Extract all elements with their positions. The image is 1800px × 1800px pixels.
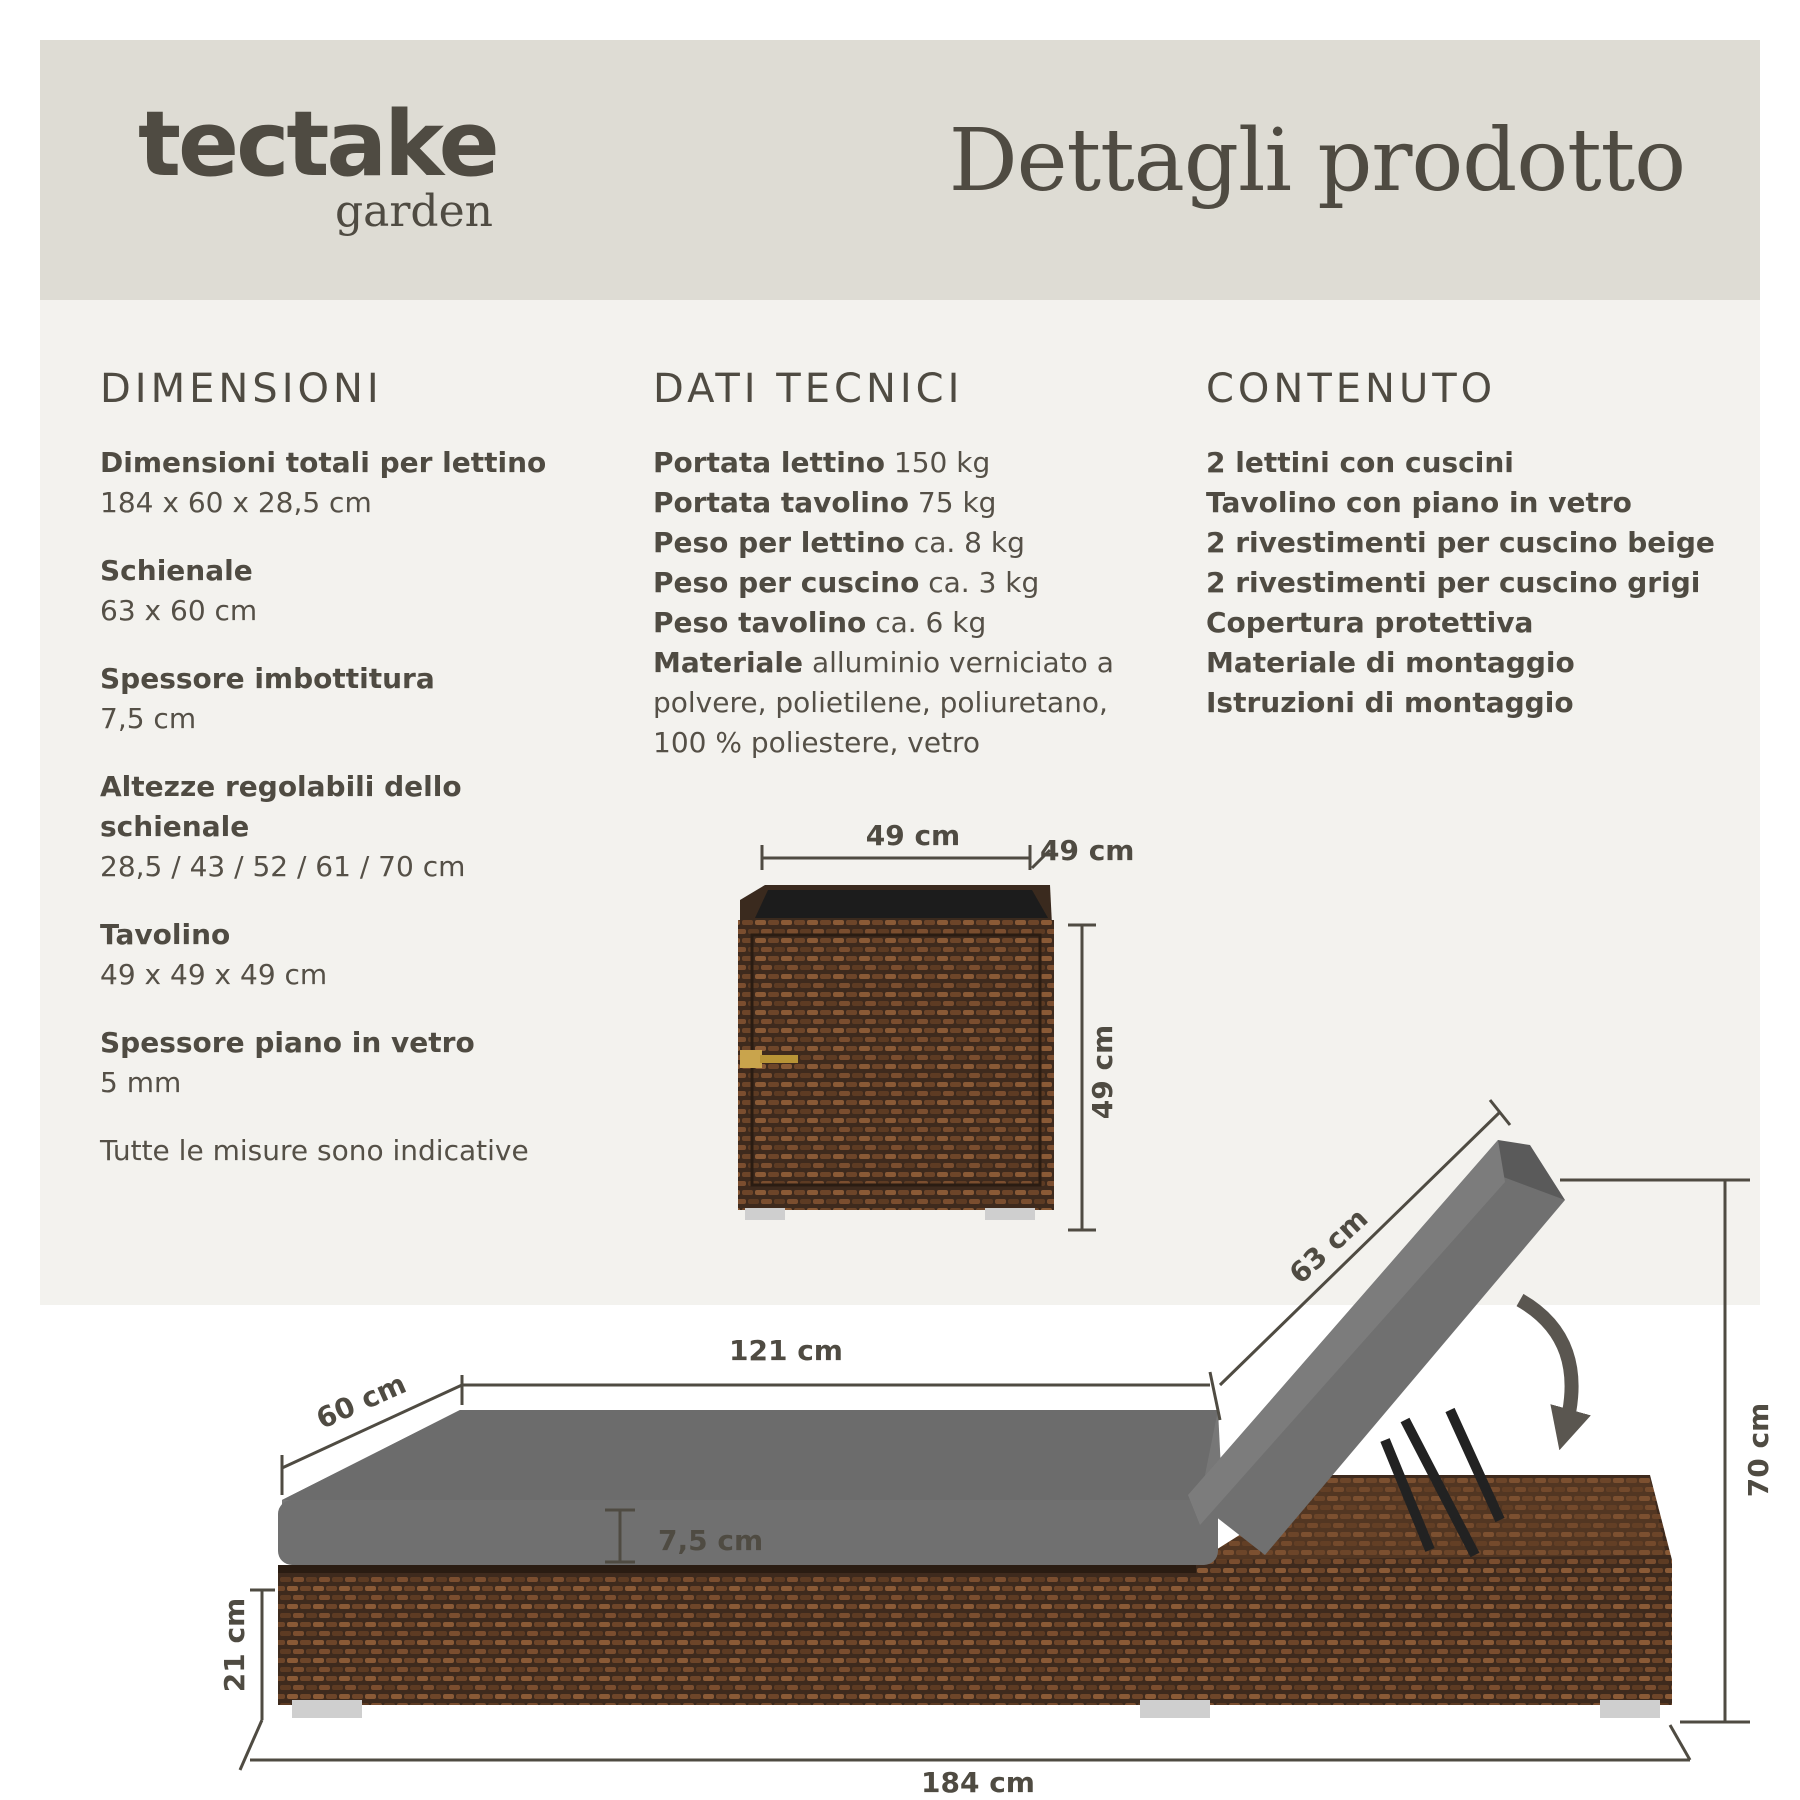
side-table <box>738 885 1054 1220</box>
tech-label: Portata lettino <box>653 446 885 479</box>
table-depth-label: 49 cm <box>1040 834 1135 867</box>
tech-value: 150 kg <box>893 446 991 479</box>
tech-value: ca. 3 kg <box>928 566 1040 599</box>
content-item: Copertura protettiva <box>1206 606 1534 639</box>
lounger-depth-label: 60 cm <box>311 1367 412 1436</box>
dim-label: Tavolino <box>100 918 231 951</box>
brand-logo: tectake <box>138 92 497 197</box>
dim-label: Dimensioni totali per lettino <box>100 446 547 479</box>
seat-length-label: 121 cm <box>729 1334 843 1367</box>
content-item: 2 lettini con cuscini <box>1206 446 1514 479</box>
table-width-label: 49 cm <box>865 819 961 852</box>
content-item: Tavolino con piano in vetro <box>1206 486 1632 519</box>
dim-value: 28,5 / 43 / 52 / 61 / 70 cm <box>100 850 466 883</box>
tech-heading: DATI TECNICI <box>653 366 964 412</box>
dim-value: 7,5 cm <box>100 702 197 735</box>
tech-label: Peso per cuscino <box>653 566 920 599</box>
dim-label: Altezze regolabili dello schienale <box>100 770 462 843</box>
content-heading: CONTENUTO <box>1206 366 1497 412</box>
dim-value: 5 mm <box>100 1066 182 1099</box>
dimensions-note: Tutte le misure sono indicative <box>100 1134 529 1167</box>
dimensions-heading: DIMENSIONI <box>100 366 383 412</box>
backrest-length-label: 63 cm <box>1282 1201 1375 1291</box>
tech-value: ca. 6 kg <box>875 606 987 639</box>
total-height-label: 70 cm <box>1742 1402 1775 1498</box>
tech-label: Peso per lettino <box>653 526 905 559</box>
dim-label: Schienale <box>100 554 253 587</box>
dim-value: 63 x 60 cm <box>100 594 258 627</box>
dim-label: Spessore piano in vetro <box>100 1026 475 1059</box>
content-item: Materiale di montaggio <box>1206 646 1575 679</box>
cushion-thickness-label: 7,5 cm <box>658 1524 764 1557</box>
tech-value: alluminio verniciato a polvere, polietilene, poliuretano, 100 % poliestere, vetro <box>653 646 1114 759</box>
total-length-label: 184 cm <box>921 1766 1035 1799</box>
latch-icon <box>740 1050 762 1068</box>
dim-label: Spessore imbottitura <box>100 662 435 695</box>
tech-label: Peso tavolino <box>653 606 867 639</box>
content-item: 2 rivestimenti per cuscino beige <box>1206 526 1715 559</box>
content-item: Istruzioni di montaggio <box>1206 686 1574 719</box>
sun-lounger <box>278 1140 1672 1718</box>
tech-value: ca. 8 kg <box>913 526 1025 559</box>
content-item: 2 rivestimenti per cuscino grigi <box>1206 566 1701 599</box>
table-height-label: 49 cm <box>1086 1024 1119 1120</box>
tech-label: Materiale <box>653 646 804 679</box>
tech-value: 75 kg <box>917 486 997 519</box>
brand-logo-sub: garden <box>335 186 493 237</box>
dim-value: 184 x 60 x 28,5 cm <box>100 486 372 519</box>
dim-value: 49 x 49 x 49 cm <box>100 958 328 991</box>
page-title: Dettagli prodotto <box>948 111 1685 211</box>
tilt-arrow-icon <box>1520 1300 1572 1430</box>
tech-label: Portata tavolino <box>653 486 910 519</box>
base-height-label: 21 cm <box>218 1597 251 1693</box>
